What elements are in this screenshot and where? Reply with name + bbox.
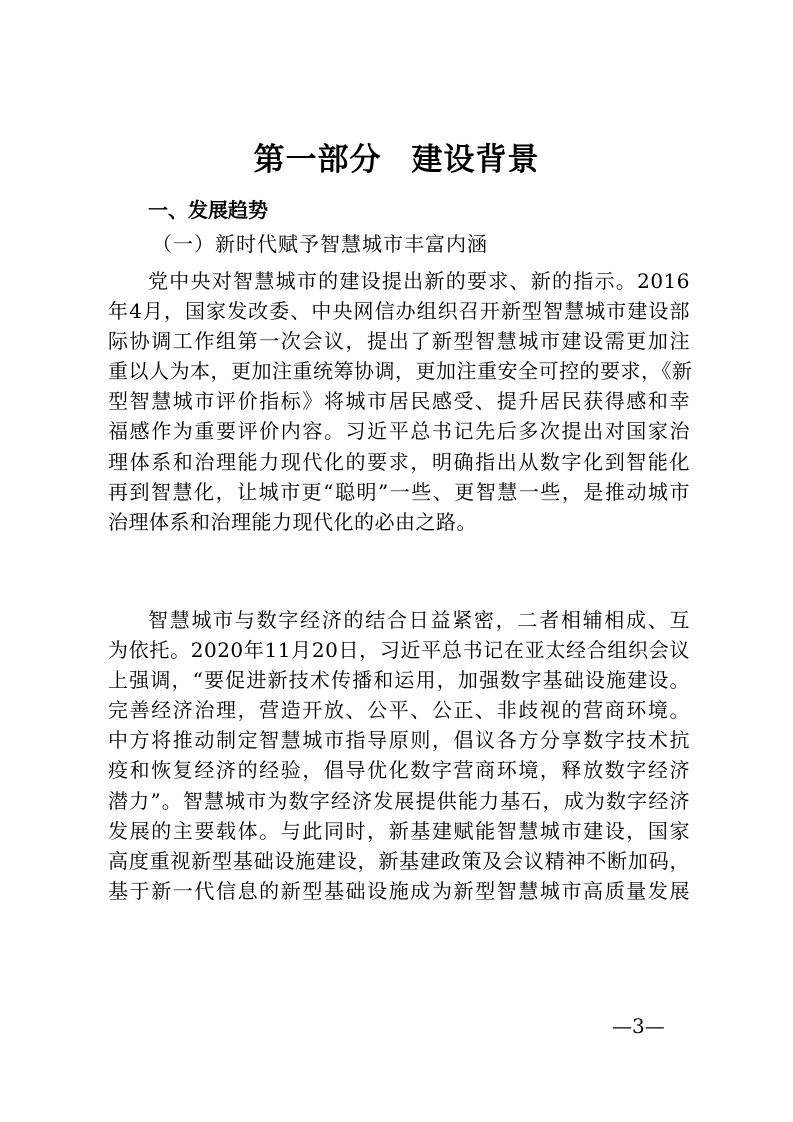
- paragraph-line: 理体系和治理能力现代化的要求，明确指出从数字化到智能化: [108, 449, 690, 474]
- paragraph-line: 中方将推动制定智慧城市指导原则，倡议各方分享数字技术抗: [108, 728, 690, 753]
- paragraph-line: 党中央对智慧城市的建设提出新的要求、新的指示。2016: [148, 269, 690, 293]
- paragraph-line: 上强调，“要促进新技术传播和运用，加强数字基础设施建设。: [108, 668, 690, 693]
- paragraph-line: 为依托。2020年11月20日，习近平总书记在亚太经合组织会议: [108, 638, 690, 663]
- paragraph-line: 际协调工作组第一次会议，提出了新型智慧城市建设需更加注: [108, 329, 690, 354]
- part-title: [0, 138, 793, 182]
- paragraph-line: 年4月，国家发改委、中央网信办组织召开新型智慧城市建设部: [108, 299, 690, 324]
- paragraph-line: 重以人为本，更加注重统筹协调，更加注重安全可控的要求，《新: [108, 359, 693, 384]
- paragraph-line: 发展的主要载体。与此同时，新基建赋能智慧城市建设，国家: [108, 818, 690, 843]
- paragraph-line: 高度重视新型基础设施建设，新基建政策及会议精神不断加码，: [108, 848, 690, 873]
- paragraph-line: 疫和恢复经济的经验，倡导优化数字营商环境，释放数字经济: [108, 758, 690, 783]
- paragraph-line: 治理体系和治理能力现代化的必由之路。: [108, 509, 477, 534]
- paragraph-2: [108, 605, 690, 906]
- paragraph-line: 基于新一代信息的新型基础设施成为新型智慧城市高质量发展: [108, 878, 690, 903]
- page-number: —3—: [612, 1014, 665, 1038]
- paragraph-1: [108, 266, 693, 537]
- paragraph-line: 福感作为重要评价内容。习近平总书记先后多次提出对国家治: [108, 419, 690, 444]
- part-name: 建设背景: [411, 142, 540, 178]
- section-heading: 一、发展趋势: [148, 198, 268, 222]
- paragraph-line: 型智慧城市评价指标》将城市居民感受、提升居民获得感和幸: [108, 389, 690, 414]
- paragraph-line: 智慧城市与数字经济的结合日益紧密，二者相辅相成、互: [148, 608, 690, 632]
- subsection-heading: （一）新时代赋予智慧城市丰富内涵: [152, 232, 488, 256]
- paragraph-line: 再到智慧化，让城市更“聪明”一些、更智慧一些，是推动城市: [108, 479, 690, 504]
- paragraph-line: 完善经济治理，营造开放、公平、公正、非歧视的营商环境。: [108, 698, 690, 723]
- part-label: 第一部分: [253, 142, 382, 178]
- paragraph-line: 潜力”。智慧城市为数字经济发展提供能力基石，成为数字经济: [108, 788, 690, 813]
